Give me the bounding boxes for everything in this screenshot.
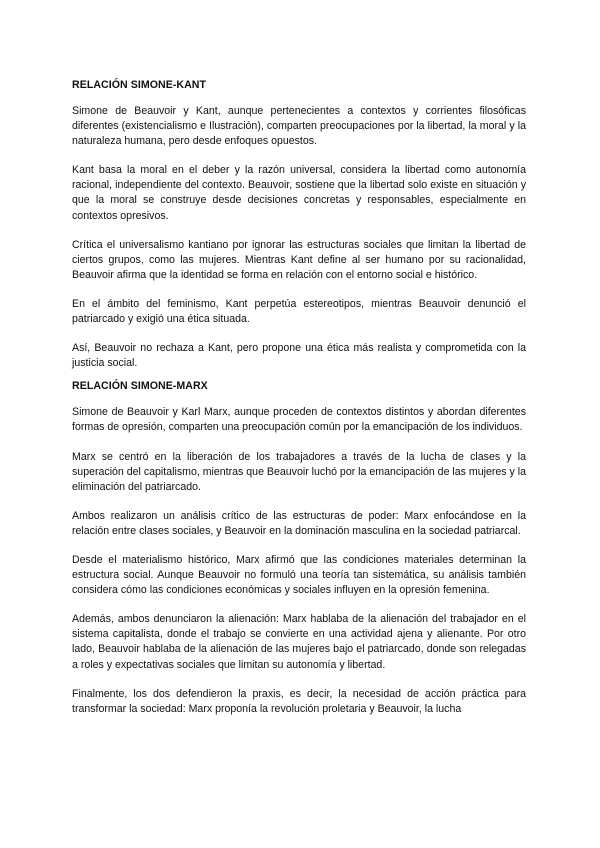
paragraph: Simone de Beauvoir y Kant, aunque pertenecientes a contextos y corrientes filosóficas diferentes (existencialismo e Ilustración), comparten preocupaciones por la libertad, la moral y la naturaleza humana, pero desde enfoques opuestos. — [72, 105, 526, 148]
document-page — [72, 78, 526, 731]
paragraph: Crítica el universalismo kantiano por ignorar las estructuras sociales que limitan la libertad de ciertos grupos, como las mujeres. Mientras Kant define al ser humano por su racionalidad, Beauvoir afirma que la identidad se forma en relación con el entorno social e histórico. — [72, 238, 526, 281]
paragraph: Finalmente, los dos defendieron la praxis, es decir, la necesidad de acción práctica para transformar la sociedad: Marx proponía la revolución proletaria y Beauvoir, la lucha — [72, 687, 526, 715]
paragraph: Kant basa la moral en el deber y la razón universal, considera la libertad como autonomía racional, independiente del contexto. Beauvoir, sostiene que la libertad solo existe en situación y que la moral se construye desde decisiones concretas y responsables, especialmente en contextos opresivos. — [72, 164, 526, 222]
paragraph: Ambos realizaron un análisis crítico de las estructuras de poder: Marx enfocándose en la relación entre clases sociales, y Beauvoir en la dominación masculina en la sociedad patriarcal. — [72, 509, 526, 537]
section-title: RELACIÓN SIMONE-KANT — [72, 79, 207, 91]
paragraph: Marx se centró en la liberación de los trabajadores a través de la lucha de clases y la superación del capitalismo, mientras que Beauvoir luchó por la emancipación de las mujeres y la eliminación del patriarcado. — [72, 450, 527, 493]
section-simone-marx — [72, 379, 526, 717]
paragraph: Así, Beauvoir no rechaza a Kant, pero propone una ética más realista y comprometida con la justicia social. — [72, 342, 526, 370]
paragraph: En el ámbito del feminismo, Kant perpetúa estereotipos, mientras Beauvoir denunció el patriarcado y exigió una ética situada. — [72, 297, 526, 326]
paragraph: Simone de Beauvoir y Karl Marx, aunque proceden de contextos distintos y abordan diferentes formas de opresión, comparten una preocupación común por la emancipación de los individuos. — [72, 406, 526, 434]
section-title: RELACIÓN SIMONE-MARX — [72, 380, 208, 393]
section-simone-kant — [72, 78, 526, 371]
paragraph: Desde el materialismo histórico, Marx afirmó que las condiciones materiales determinan la estructura social. Aunque Beauvoir no formuló una teoría tan sistemática, su análisis también considera cómo las condiciones económicas y sociales influyen en la opresión femenina. — [72, 553, 526, 597]
paragraph: Además, ambos denunciaron la alienación: Marx hablaba de la alienación del trabajador en el sistema capitalista, donde el trabajo se convierte en una actividad ajena y alienante. Por otro lado, Beauvoir hablaba de la alienación de las mujeres bajo el patriarcado, donde son relegadas a roles y expectativas sociales que limitan su autonomía y libertad. — [72, 613, 526, 671]
